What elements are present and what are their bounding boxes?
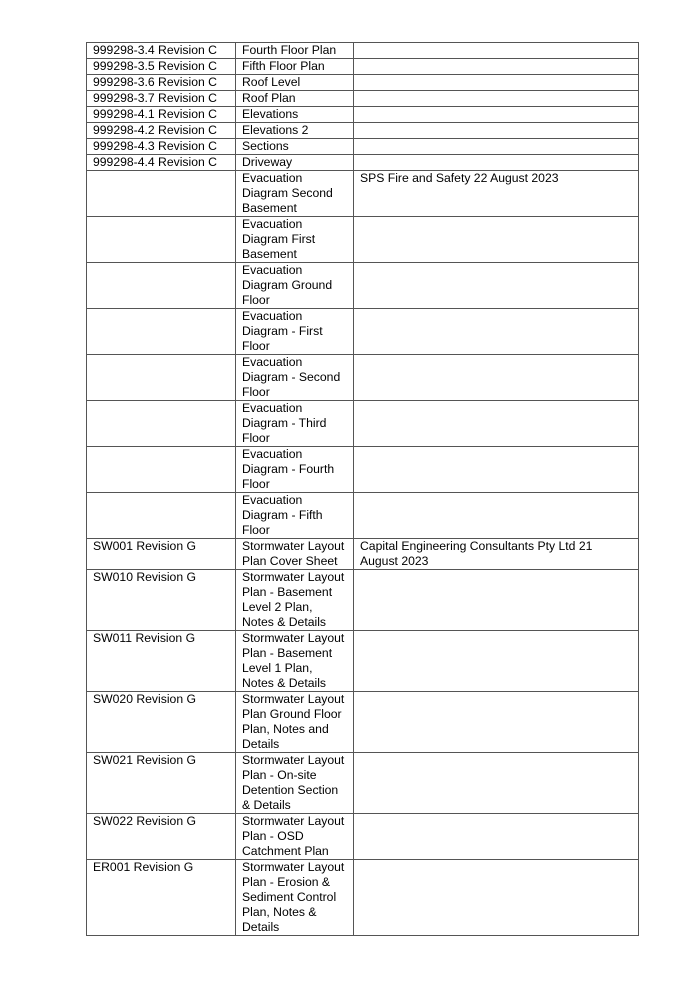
drawing-title-line: Roof Plan [242, 91, 296, 105]
drawing-reference-cell [87, 263, 236, 309]
drawing-title-line: & Details [242, 798, 291, 812]
drawing-title-cell [236, 570, 354, 631]
drawing-title-line: Diagram First [242, 232, 316, 246]
prepared-by-cell [354, 75, 639, 91]
drawing-reference-cell [87, 401, 236, 447]
drawing-title-line: Elevations 2 [242, 123, 309, 137]
prepared-by-cell [354, 401, 639, 447]
table-row [87, 860, 639, 936]
drawing-title-line: Evacuation [242, 263, 303, 277]
drawing-title-line: Notes & Details [242, 676, 326, 690]
prepared-by-cell [354, 814, 639, 860]
plans-table-body [87, 43, 639, 936]
drawing-title-line: Floor [242, 477, 270, 491]
drawing-title-line: Plan - OSD [242, 829, 304, 843]
drawing-title-line: Stormwater Layout [242, 570, 345, 584]
drawing-title-cell [236, 107, 354, 123]
drawing-reference-cell [87, 355, 236, 401]
table-row [87, 631, 639, 692]
prepared-by-cell [354, 217, 639, 263]
drawing-title-cell [236, 171, 354, 217]
drawing-title-line: Plan - Basement [242, 646, 333, 660]
plans-table [86, 42, 639, 936]
table-row [87, 570, 639, 631]
prepared-by-cell [354, 123, 639, 139]
drawing-title-line: Details [242, 920, 280, 934]
drawing-title-line: Detention Section [242, 783, 339, 797]
prepared-by-cell [354, 263, 639, 309]
drawing-reference-cell: 999298-4.2 Revision C [87, 123, 236, 139]
drawing-title-cell [236, 139, 354, 155]
table-row [87, 493, 639, 539]
drawing-title-cell [236, 493, 354, 539]
drawing-title-line: Evacuation [242, 171, 303, 185]
drawing-reference-cell: SW020 Revision G [87, 692, 236, 753]
drawing-title-line: Diagram Ground [242, 278, 333, 292]
prepared-by-line: August 2023 [360, 554, 429, 568]
drawing-title-line: Evacuation [242, 309, 303, 323]
drawing-title-cell [236, 860, 354, 936]
drawing-title-line: Diagram - Third [242, 416, 327, 430]
drawing-title-line: Fifth Floor Plan [242, 59, 325, 73]
drawing-reference-cell: SW001 Revision G [87, 539, 236, 570]
drawing-reference-cell: ER001 Revision G [87, 860, 236, 936]
drawing-title-line: Evacuation [242, 355, 303, 369]
prepared-by-cell [354, 447, 639, 493]
drawing-title-line: Stormwater Layout [242, 631, 345, 645]
drawing-title-cell [236, 91, 354, 107]
drawing-title-cell [236, 447, 354, 493]
drawing-title-line: Basement [242, 247, 297, 261]
prepared-by-cell [354, 91, 639, 107]
drawing-title-line: Level 1 Plan, [242, 661, 313, 675]
drawing-title-cell [236, 401, 354, 447]
drawing-title-line: Floor [242, 431, 270, 445]
drawing-reference-cell [87, 217, 236, 263]
drawing-reference-cell [87, 171, 236, 217]
drawing-title-line: Evacuation [242, 401, 303, 415]
drawing-reference-cell [87, 447, 236, 493]
prepared-by-cell [354, 493, 639, 539]
drawing-title-line: Plan Cover Sheet [242, 554, 338, 568]
drawing-title-line: Diagram - Second [242, 370, 341, 384]
drawing-title-line: Plan - Basement [242, 585, 333, 599]
drawing-title-cell [236, 355, 354, 401]
drawing-reference-cell [87, 309, 236, 355]
drawing-title-line: Evacuation [242, 493, 303, 507]
drawing-title-line: Elevations [242, 107, 299, 121]
table-row [87, 139, 639, 155]
drawing-title-line: Driveway [242, 155, 293, 169]
drawing-title-cell [236, 75, 354, 91]
prepared-by-line: SPS Fire and Safety 22 August 2023 [360, 171, 559, 185]
table-row [87, 355, 639, 401]
table-row [87, 155, 639, 171]
drawing-title-line: Plan - Erosion & [242, 875, 331, 889]
drawing-title-cell [236, 692, 354, 753]
drawing-title-line: Stormwater Layout [242, 860, 345, 874]
prepared-by-cell [354, 753, 639, 814]
drawing-title-cell [236, 631, 354, 692]
drawing-title-line: Roof Level [242, 75, 301, 89]
table-row [87, 43, 639, 59]
prepared-by-cell [354, 355, 639, 401]
drawing-title-cell [236, 753, 354, 814]
drawing-reference-cell: 999298-3.7 Revision C [87, 91, 236, 107]
prepared-by-cell [354, 692, 639, 753]
drawing-title-line: Evacuation [242, 217, 303, 231]
drawing-title-line: Level 2 Plan, [242, 600, 313, 614]
drawing-title-line: Basement [242, 201, 297, 215]
table-row [87, 171, 639, 217]
drawing-title-line: Stormwater Layout [242, 539, 345, 553]
table-row [87, 75, 639, 91]
table-row [87, 692, 639, 753]
drawing-title-line: Diagram - Fourth [242, 462, 335, 476]
prepared-by-cell [354, 59, 639, 75]
drawing-reference-cell [87, 493, 236, 539]
drawing-title-line: Floor [242, 293, 270, 307]
table-row [87, 217, 639, 263]
prepared-by-cell [354, 539, 639, 570]
table-row [87, 59, 639, 75]
drawing-title-line: Evacuation [242, 447, 303, 461]
drawing-reference-cell: SW010 Revision G [87, 570, 236, 631]
table-row [87, 309, 639, 355]
prepared-by-cell [354, 309, 639, 355]
drawing-title-line: Notes & Details [242, 615, 326, 629]
prepared-by-cell [354, 171, 639, 217]
prepared-by-cell [354, 631, 639, 692]
drawing-title-cell [236, 814, 354, 860]
prepared-by-line: Capital Engineering Consultants Pty Ltd 21 [360, 539, 593, 553]
drawing-title-cell [236, 123, 354, 139]
drawing-title-line: Details [242, 737, 280, 751]
table-row [87, 447, 639, 493]
drawing-title-cell [236, 217, 354, 263]
drawing-reference-cell: SW022 Revision G [87, 814, 236, 860]
drawing-title-line: Plan, Notes & [242, 905, 317, 919]
prepared-by-cell [354, 860, 639, 936]
drawing-title-line: Stormwater Layout [242, 814, 345, 828]
table-row [87, 123, 639, 139]
table-row [87, 539, 639, 570]
drawing-title-line: Plan - On-site [242, 768, 317, 782]
drawing-reference-cell: 999298-3.6 Revision C [87, 75, 236, 91]
drawing-title-line: Plan, Notes and [242, 722, 329, 736]
table-row [87, 107, 639, 123]
prepared-by-cell [354, 43, 639, 59]
drawing-title-line: Floor [242, 339, 270, 353]
drawing-title-cell [236, 155, 354, 171]
drawing-title-line: Floor [242, 523, 270, 537]
drawing-title-line: Diagram - Fifth [242, 508, 323, 522]
drawing-title-cell [236, 539, 354, 570]
drawing-title-line: Stormwater Layout [242, 753, 345, 767]
table-row [87, 263, 639, 309]
prepared-by-cell [354, 107, 639, 123]
drawing-reference-cell: 999298-3.5 Revision C [87, 59, 236, 75]
drawing-title-line: Plan Ground Floor [242, 707, 342, 721]
table-row [87, 91, 639, 107]
drawing-title-line: Stormwater Layout [242, 692, 345, 706]
drawing-title-line: Diagram - First [242, 324, 323, 338]
table-row [87, 814, 639, 860]
drawing-title-cell [236, 43, 354, 59]
drawing-reference-cell: 999298-4.1 Revision C [87, 107, 236, 123]
drawing-reference-cell: SW021 Revision G [87, 753, 236, 814]
drawing-title-line: Diagram Second [242, 186, 333, 200]
drawing-reference-cell: 999298-4.4 Revision C [87, 155, 236, 171]
drawing-title-cell [236, 263, 354, 309]
drawing-title-line: Floor [242, 385, 270, 399]
table-row [87, 753, 639, 814]
drawing-title-cell [236, 59, 354, 75]
prepared-by-cell [354, 155, 639, 171]
drawing-title-line: Catchment Plan [242, 844, 329, 858]
drawing-reference-cell: SW011 Revision G [87, 631, 236, 692]
drawing-title-line: Sections [242, 139, 289, 153]
prepared-by-cell [354, 139, 639, 155]
drawing-reference-cell: 999298-3.4 Revision C [87, 43, 236, 59]
drawing-title-cell [236, 309, 354, 355]
drawing-title-line: Sediment Control [242, 890, 337, 904]
drawing-title-line: Fourth Floor Plan [242, 43, 337, 57]
drawing-reference-cell: 999298-4.3 Revision C [87, 139, 236, 155]
prepared-by-cell [354, 570, 639, 631]
table-row [87, 401, 639, 447]
